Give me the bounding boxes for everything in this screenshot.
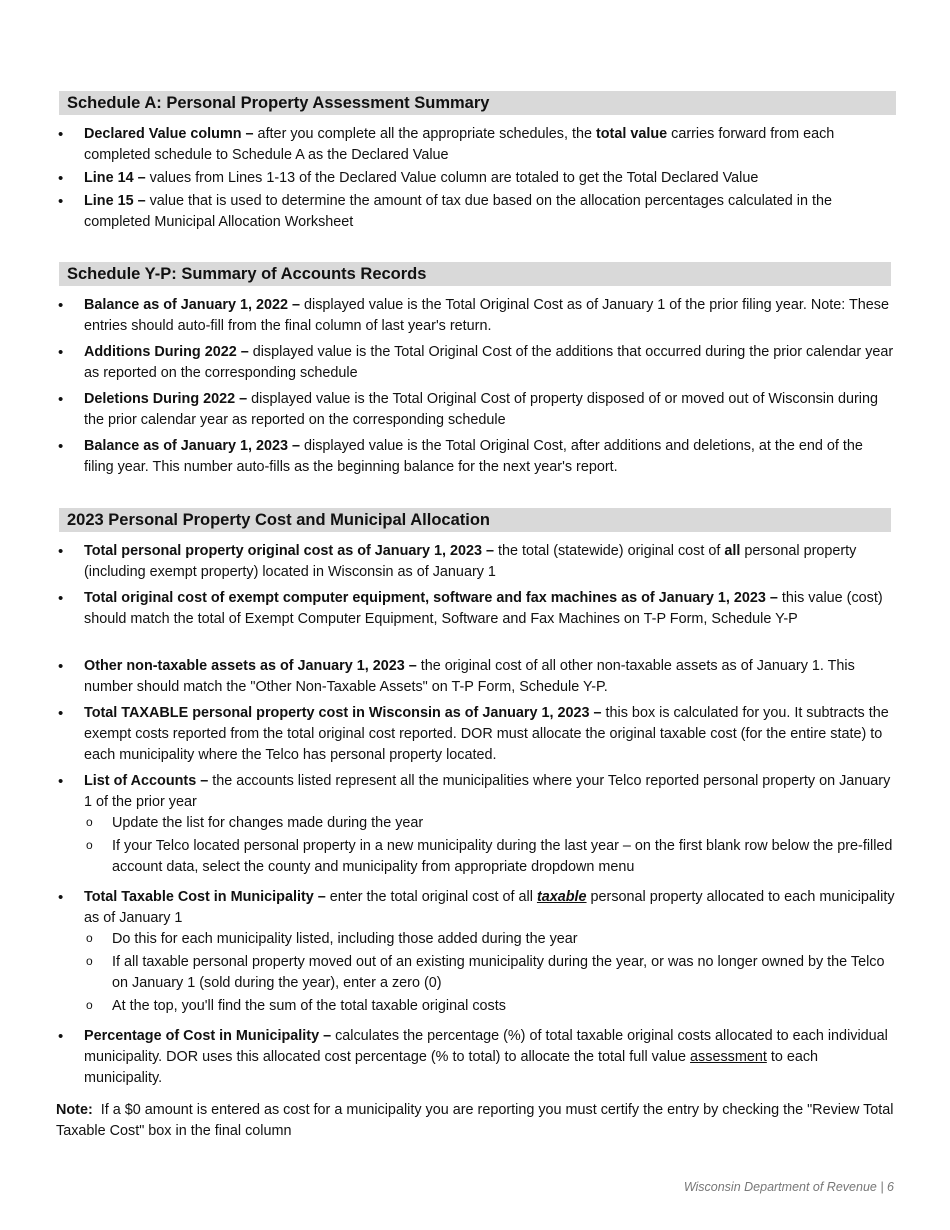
list-item: • Deletions During 2022 – displayed value is the Total Original Cost of property disposed of or moved out of Wisconsin during the prior calendar year as reported on the corresponding schedule — [56, 389, 896, 431]
list-item: • Total TAXABLE personal property cost in Wisconsin as of January 1, 2023 – this box is calculated for you. It subtracts the exempt costs reported from the total original cost reported. DOR must allocate the original taxable cost (for the entire state) to each municipality where the Telco has personal property located. — [56, 703, 896, 766]
list-item: • Declared Value column – after you complete all the appropriate schedules, the total value carries forward from each completed schedule to Schedule A as the Declared Value — [56, 124, 896, 166]
allocation-list — [56, 541, 896, 1089]
schedule-yp-section — [56, 262, 896, 478]
allocation-section — [56, 508, 896, 1089]
sub-list-item: o Update the list for changes made during the year — [84, 813, 896, 834]
sub-list-item: o Do this for each municipality listed, including those added during the year — [84, 929, 896, 950]
schedule-yp-list — [56, 295, 896, 478]
sub-list-item: o If your Telco located personal property in a new municipality during the last year – on the first blank row below the pre-filled account data, select the county and municipality from appropriate dropdown menu — [84, 836, 896, 878]
taxable-muni-sublist — [84, 929, 896, 1017]
list-item: • Total personal property original cost as of January 1, 2023 – the total (statewide) original cost of all personal property (including exempt property) located in Wisconsin as of January 1 — [56, 541, 896, 583]
list-item: • Total Taxable Cost in Municipality – enter the total original cost of all taxable personal property allocated to each municipality as of January 1 o Do this for each municipality listed, including those added during the year o If all taxable personal property moved out of an existing municipality during the year, or was no longer owned by the Telco on January 1 (sold during the year), enter a zero (0) o At the top, you'll find the sum of the total taxable original costs — [56, 887, 896, 1017]
note-paragraph: Note: If a $0 amount is entered as cost for a municipality you are reporting you must certify the entry by checking the "Review Total Taxable Cost" box in the final column — [56, 1102, 898, 1139]
accounts-sublist — [84, 813, 896, 878]
allocation-heading: 2023 Personal Property Cost and Municipal Allocation — [59, 508, 891, 532]
schedule-yp-heading: Schedule Y-P: Summary of Accounts Records — [59, 262, 891, 286]
list-item: • Line 14 – values from Lines 1-13 of the Declared Value column are totaled to get the Total Declared Value — [56, 168, 896, 189]
list-item: • Balance as of January 1, 2022 – displayed value is the Total Original Cost as of January 1 of the prior filing year. Note: These entries should auto-fill from the final column of last year's return. — [56, 295, 896, 337]
list-item: • Balance as of January 1, 2023 – displayed value is the Total Original Cost, after additions and deletions, at the end of the filing year. This number auto-fills as the beginning balance for the next year's report. — [56, 436, 896, 478]
list-item: • Other non-taxable assets as of January 1, 2023 – the original cost of all other non-taxable assets as of January 1. This number should match the "Other Non-Taxable Assets" on T-P Form, Schedule Y-P. — [56, 656, 896, 698]
list-item: • List of Accounts – the accounts listed represent all the municipalities where your Telco reported personal property on January 1 of the prior year o Update the list for changes made during the year o If your Telco located personal property in a new municipality during the last year – on the first blank row below the pre-filled account data, select the county and municipality from appropriate dropdown menu — [56, 771, 896, 878]
list-item: • Additions During 2022 – displayed value is the Total Original Cost of the additions that occurred during the prior calendar year as reported on the corresponding schedule — [56, 342, 896, 384]
schedule-a-section — [56, 91, 896, 233]
list-item: • Line 15 – value that is used to determine the amount of tax due based on the allocation percentages calculated in the completed Municipal Allocation Worksheet — [56, 191, 896, 233]
list-item: • Percentage of Cost in Municipality – calculates the percentage (%) of total taxable original costs allocated to each individual municipality. DOR uses this allocated cost percentage (% to total) to allocate the total full value assessment to each municipality. — [56, 1026, 896, 1089]
list-item: • Total original cost of exempt computer equipment, software and fax machines as of January 1, 2023 – this value (cost) should match the total of Exempt Computer Equipment, Software and Fax Machines on T-P Form, Schedule Y-P — [56, 588, 896, 630]
sub-list-item: o If all taxable personal property moved out of an existing municipality during the year, or was no longer owned by the Telco on January 1 (sold during the year), enter a zero (0) — [84, 952, 896, 994]
schedule-a-list — [56, 124, 896, 233]
schedule-a-heading: Schedule A: Personal Property Assessment Summary — [59, 91, 896, 115]
sub-list-item: o At the top, you'll find the sum of the total taxable original costs — [84, 996, 896, 1017]
page-footer: Wisconsin Department of Revenue | 6 — [683, 1180, 894, 1194]
